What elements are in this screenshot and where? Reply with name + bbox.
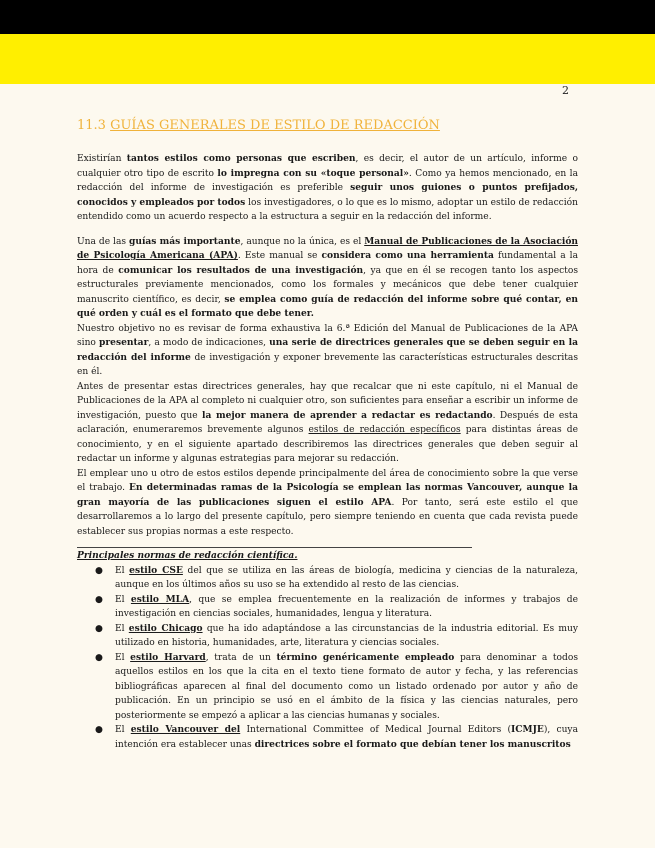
- paragraph-2: Una de las guías más importante, aunque no la única, es el Manual de Publicaciones de la Asociación de Psicología Americana (APA). Este manual se considera como una herramienta fundamental a la hora de comunicar los resultados de una investigación, ya que en él se recogen tanto los aspectos estructurales previamente mencionados, como los formales y mecánicos que debe tener cualquier manuscrito científico, es decir, se emplea como guía de redacción del informe sobre qué contar, en qué orden y cuál es el formato que debe tener.: [77, 235, 579, 319]
- section-title: GUÍAS GENERALES DE ESTILO DE REDACCIÓN: [110, 118, 440, 133]
- paragraph-5: El emplear uno u otro de estos estilos depende principalmente del área de conocimiento sobre la que verse el trabajo. En determinadas ramas de la Psicología se emplean las normas Vancouver, aunque la gran mayoría de las publicaciones siguen el estilo APA. Por tanto, será este estilo el que desarrollaremos a lo largo del presente capítulo, pero siempre teniendo en cuenta que cada revista puede establecer sus propias normas a este respecto.: [77, 468, 578, 537]
- paragraph-3: Nuestro objetivo no es revisar de forma exhaustiva la 6.ª Edición del Manual de Publicaciones de la APA sino presentar, a modo de indicaciones, una serie de directrices generales que se deben seguir en la redacción del informe de investigación y exponer brevemente las características estructurales descritas en él.: [77, 323, 578, 377]
- divider: [77, 547, 472, 548]
- header-band: [0, 34, 655, 97]
- list-item: ● El estilo MLA, que se emplea frecuentemente en la realización de informes y trabajos de investigación en ciencias sociales, humanidades, lengua y literatura.: [95, 593, 579, 619]
- list-item: ● El estilo Vancouver del International Committee of Medical Journal Editors (ICMJE), cuya intención era establecer unas directrices sobre el formato que debían tener los manuscritos: [95, 724, 578, 750]
- list-item: ● El estilo CSE del que se utiliza en las áreas de biología, medicina y ciencias de la naturaleza, aunque en los últimos años su uso se ha extendido al resto de las ciencias.: [95, 564, 579, 590]
- page-number: 2: [562, 84, 569, 97]
- section-number: 11.3: [77, 118, 111, 133]
- list-title: Principales normas de redacción científica.: [77, 550, 298, 561]
- document-body: [77, 118, 578, 752]
- apa-manual-link: Manual de Publicaciones de la Asociación de Psicología Americana (APA): [77, 235, 578, 261]
- norms-list: [77, 564, 578, 753]
- bullet-icon: ●: [95, 652, 103, 663]
- list-item: ● El estilo Chicago que ha ido adaptándose a las circunstancias de la industria editorial. Es muy utilizado en historia, humanidades, arte, literatura y ciencias sociales.: [95, 622, 578, 648]
- list-item: ● El estilo Harvard, trata de un término genéricamente empleado para denominar a todos aquellos estilos en los que la cita en el texto tiene formato de autor y fecha, y las referencias bibliográficas aparecen al final del documento como un listado ordenado por autor y año de publicación. En un principio se usó en el ámbito de la física y las ciencias naturales, pero posteriormente se empezó a aplicar a las ciencias humanas y sociales.: [95, 651, 578, 721]
- paragraph-4: Antes de presentar estas directrices generales, hay que recalcar que ni este capítulo, ni el Manual de Publicaciones de la APA al completo ni cualquier otro, son suficientes para enseñar a escribir un informe de investigación, puesto que la mejor manera de aprender a redactar es redactando. Después de esta aclaración, enumeraremos brevemente algunos estilos de redacción específicos para distintas áreas de conocimiento, y en el siguiente apartado describiremos las directrices generales que deben seguir al redactar un informe y algunas estrategias para mejorar su redacción.: [77, 381, 578, 464]
- bullet-icon: ●: [95, 725, 103, 735]
- section-heading: [77, 118, 578, 133]
- top-black-bar: [0, 0, 655, 34]
- writing-styles-link: estilos de redacción específicos: [308, 425, 461, 435]
- bullet-icon: ●: [95, 565, 103, 576]
- bullet-icon: ●: [95, 623, 103, 634]
- bullet-icon: ●: [95, 594, 103, 605]
- paragraph-1: Existirían tantos estilos como personas que escriben, es decir, el autor de un artículo, informe o cualquier otro tipo de escrito lo impregna con su «toque personal». Como ya hemos mencionado, en la redacción del informe de investigación es preferible seguir unos guiones o puntos prefijados, conocidos y empleados por todos los investigadores, o lo que es lo mismo, adoptar un estilo de redacción entendido como un acuerdo respecto a la estructura a seguir en la redacción del informe.: [77, 153, 579, 222]
